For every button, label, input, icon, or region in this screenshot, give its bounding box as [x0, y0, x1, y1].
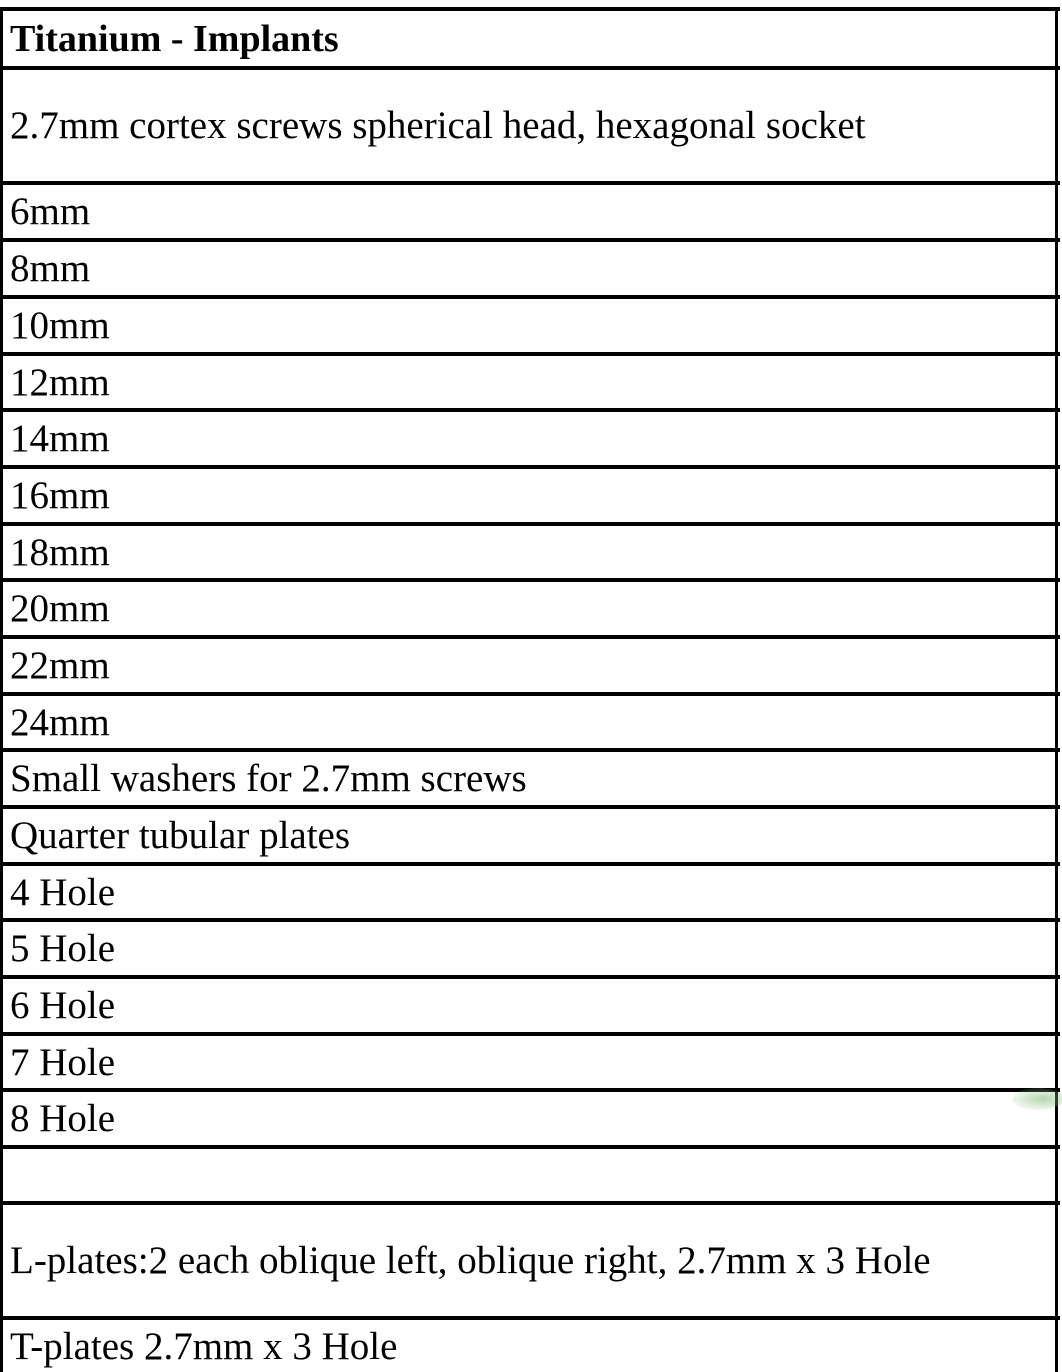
- table-row: [0, 185, 1058, 238]
- table-row: [0, 299, 1058, 352]
- row-text: 4 Hole: [10, 870, 116, 914]
- table-title: Titanium - Implants: [10, 17, 339, 60]
- table-row: [0, 866, 1058, 918]
- table-row: [0, 469, 1058, 522]
- row-text: L-plates:2 each oblique left, oblique right, 2.7mm x 3 Hole: [10, 1239, 931, 1282]
- row-text: 6 Hole: [10, 984, 116, 1027]
- table-title-row: [0, 11, 1058, 66]
- table-row: [0, 639, 1058, 692]
- row-text: 14mm: [10, 417, 110, 460]
- table-row: [0, 526, 1058, 578]
- row-text: 12mm: [10, 360, 110, 404]
- table-row: [0, 1036, 1058, 1088]
- row-text: 24mm: [10, 700, 110, 744]
- table-row: [0, 356, 1058, 408]
- row-text: Quarter tubular plates: [10, 814, 351, 857]
- green-smudge-mark: [1012, 1088, 1062, 1110]
- row-text: 16mm: [10, 474, 110, 517]
- table-row: [0, 1205, 1058, 1316]
- row-text: 20mm: [10, 587, 110, 630]
- row-text: 2.7mm cortex screws spherical head, hexagonal socket: [10, 104, 866, 147]
- row-text: 5 Hole: [10, 927, 116, 970]
- table-row: [0, 70, 1058, 181]
- table-row: [0, 412, 1058, 465]
- table-row: [0, 1320, 1058, 1372]
- row-text: 22mm: [10, 644, 110, 687]
- table-row: [0, 696, 1058, 748]
- table-row-empty: [0, 1149, 1058, 1201]
- table-row: [0, 582, 1058, 635]
- row-text: 7 Hole: [10, 1040, 116, 1084]
- row-text: Small washers for 2.7mm screws: [10, 757, 527, 800]
- row-text: 10mm: [10, 304, 110, 347]
- table-row: [0, 1092, 1058, 1145]
- row-text: 18mm: [10, 530, 110, 574]
- row-text: 6mm: [10, 190, 91, 233]
- table-row: [0, 752, 1058, 805]
- table-row: [0, 979, 1058, 1032]
- table-row: [0, 809, 1058, 862]
- row-text: 8mm: [10, 247, 91, 290]
- row-text: 8 Hole: [10, 1097, 116, 1140]
- table-row: [0, 242, 1058, 295]
- row-text: T-plates 2.7mm x 3 Hole: [10, 1324, 398, 1368]
- table-row: [0, 922, 1058, 975]
